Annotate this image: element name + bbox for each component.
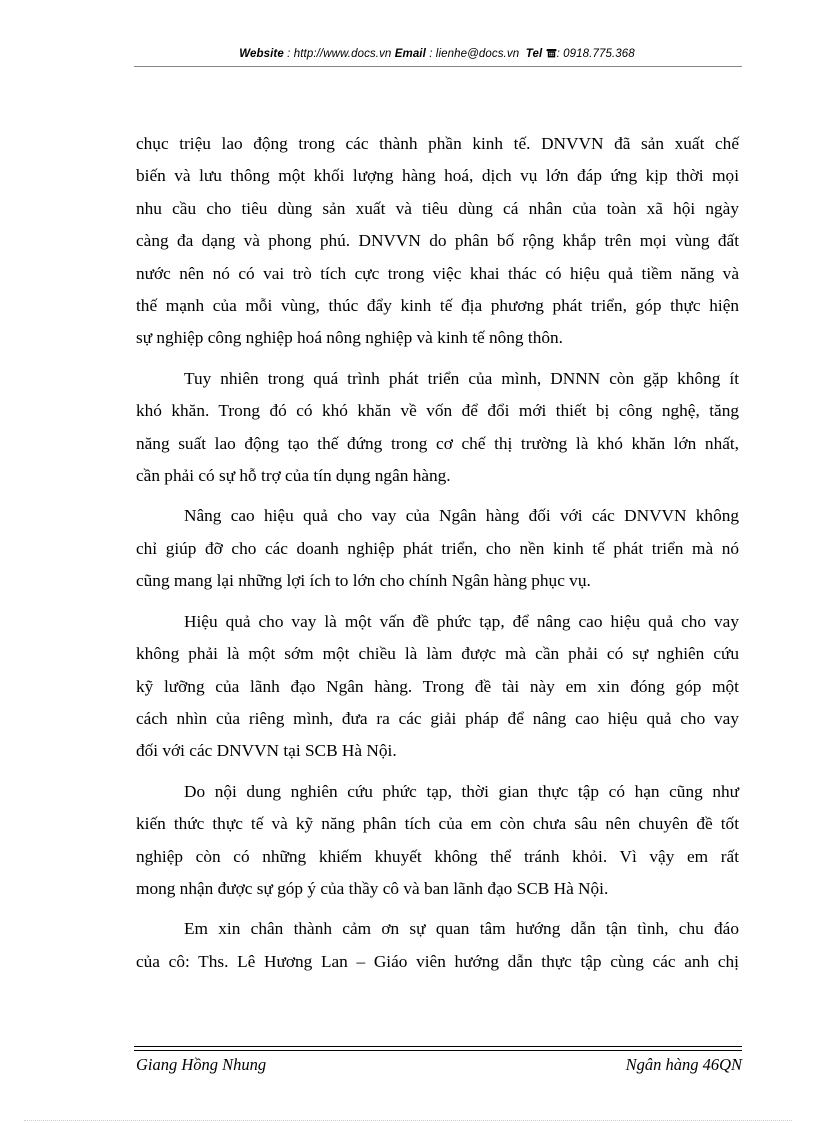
- footer-divider: [134, 1046, 742, 1051]
- paragraph-line: cần phải có sự hỗ trợ của tín dụng ngân hàng.: [136, 466, 451, 486]
- paragraph-line: đối với các DNVVN tại SCB Hà Nội.: [136, 741, 397, 761]
- paragraph-line: khó khăn. Trong đó có khó khăn về vốn để đổi mới thiết bị công nghệ, tăng: [136, 401, 739, 421]
- paragraph-line: biến và lưu thông một khối lượng hàng hoá, dịch vụ lớn đáp ứng kịp thời mọi: [136, 166, 739, 186]
- website-url-link[interactable]: http://www.docs.vn: [293, 48, 392, 60]
- email-separator: :: [425, 48, 436, 60]
- paragraph: [136, 606, 739, 768]
- phone-icon: [546, 48, 557, 61]
- paragraph-line: nước nên nó có vai trò tích cực trong việc khai thác có hiệu quả tiềm năng và: [136, 263, 739, 283]
- paragraph-line: chục triệu lao động trong các thành phần kinh tế. DNVVN đã sản xuất chế: [136, 134, 739, 153]
- paragraph-line: cũng mang lại những lợi ích to lớn cho chính Ngân hàng phục vụ.: [136, 571, 591, 591]
- tel-value: : 0918.775.368: [556, 48, 635, 60]
- paragraph-line: càng đa dạng và phong phú. DNVVN do phân bố rộng khắp trên mọi vùng đất: [136, 231, 739, 251]
- paragraph-line: không phải là một sớm một chiều là làm được mà cần phải có sự nghiên cứu: [136, 644, 739, 664]
- email-label: Email: [394, 48, 426, 60]
- paragraph-line: thế mạnh của mỗi vùng, thúc đẩy kinh tế địa phương phát triển, góp thực hiện: [136, 296, 739, 316]
- footer-class: Ngân hàng 46QN: [625, 1055, 742, 1074]
- paragraph-line: Em xin chân thành cảm ơn sự quan tâm hướng dẫn tận tình, chu đáo: [184, 919, 739, 939]
- body-text: [136, 128, 739, 986]
- page-bottom-edge: [24, 1120, 792, 1121]
- page-header: [134, 48, 740, 61]
- footer-author: Giang Hồng Nhung: [136, 1055, 267, 1074]
- paragraph-line: của cô: Ths. Lê Hương Lan – Giáo viên hướng dẫn thực tập cùng các anh chị: [136, 951, 739, 971]
- website-label: Website: [239, 48, 284, 60]
- paragraph-line: cách nhìn của riêng mình, đưa ra các giải pháp để nâng cao hiệu quả cho vay: [136, 708, 739, 728]
- paragraph: [136, 363, 739, 493]
- website-separator: :: [283, 48, 294, 60]
- paragraph: [136, 776, 739, 906]
- tel-label: Tel: [525, 48, 543, 60]
- paragraph-line: kiến thức thực tế và kỹ năng phân tích của em còn chưa sâu nên chuyên đề tốt: [136, 814, 739, 834]
- paragraph-line: Hiệu quả cho vay là một vấn đề phức tạp, để nâng cao hiệu quả cho vay: [184, 611, 739, 631]
- paragraph-line: sự nghiệp công nghiệp hoá nông nghiệp và kinh tế nông thôn.: [136, 328, 563, 348]
- email-link[interactable]: lienhe@docs.vn: [435, 48, 520, 60]
- header-divider: [134, 66, 742, 67]
- paragraph-line: Tuy nhiên trong quá trình phát triển của mình, DNNN còn gặp không ít: [184, 368, 739, 388]
- paragraph-line: nhu cầu cho tiêu dùng sản xuất và tiêu dùng cá nhân của toàn xã hội ngày: [136, 198, 739, 218]
- paragraph-line: Nâng cao hiệu quả cho vay của Ngân hàng đối với các DNVVN không: [184, 506, 739, 526]
- paragraph-line: chỉ giúp đỡ cho các doanh nghiệp phát triển, cho nền kinh tế phát triển mà nó: [136, 538, 739, 558]
- paragraph-line: nghiệp còn có những khiếm khuyết không thể tránh khỏi. Vì vậy em rất: [136, 846, 739, 866]
- paragraph-line: mong nhận được sự góp ý của thầy cô và ban lãnh đạo SCB Hà Nội.: [136, 878, 609, 898]
- paragraph: [136, 128, 739, 355]
- paragraph-line: kỹ lưỡng của lãnh đạo Ngân hàng. Trong đề tài này em xin đóng góp một: [136, 676, 739, 696]
- paragraph: [136, 500, 739, 597]
- paragraph-line: năng suất lao động tạo thế đứng trong cơ chế thị trường là khó khăn lớn nhất,: [136, 433, 739, 453]
- paragraph-line: Do nội dung nghiên cứu phức tạp, thời gian thực tập có hạn cũng như: [184, 781, 739, 801]
- paragraph: [136, 913, 739, 978]
